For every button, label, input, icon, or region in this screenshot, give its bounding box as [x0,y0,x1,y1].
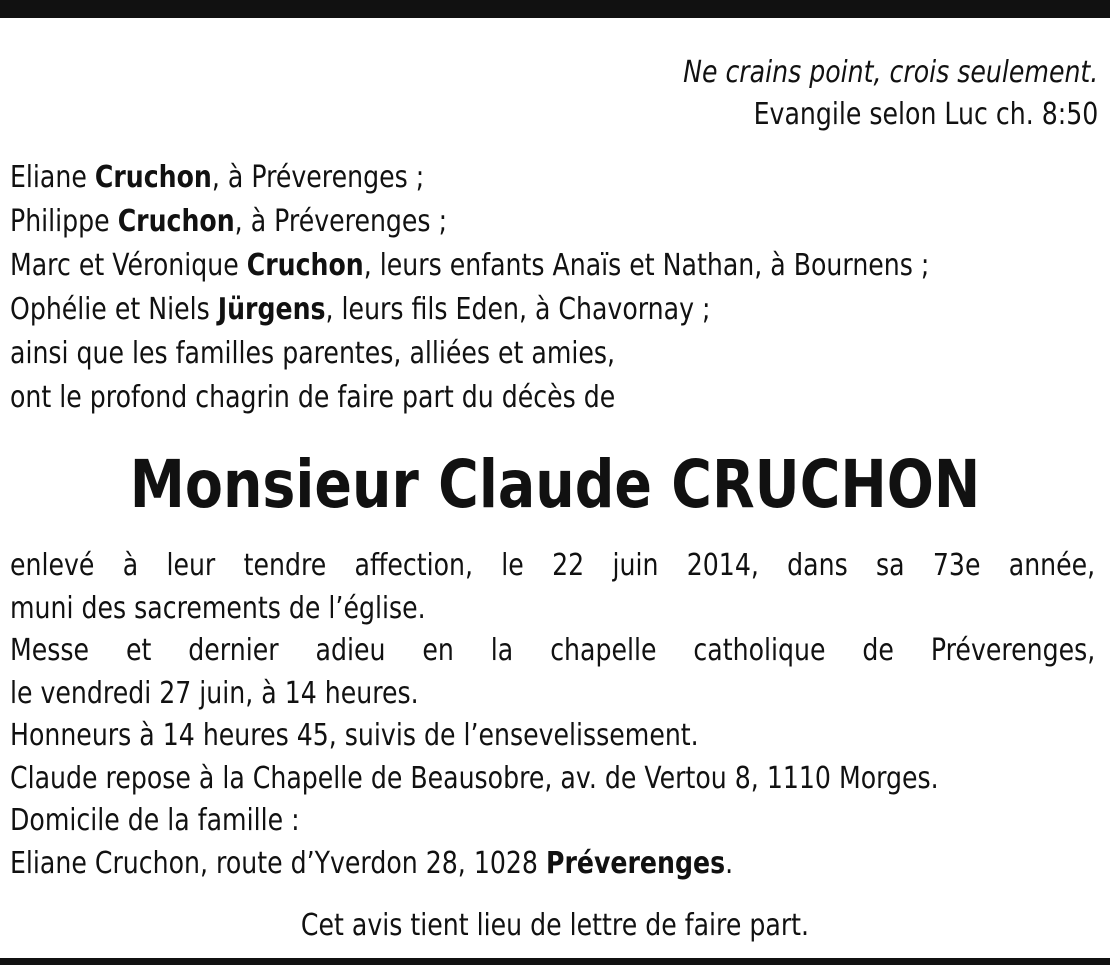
family-line-text: Ophélie et Niels [10,292,218,327]
word: de [862,633,894,668]
word: enlevé [10,548,95,583]
epigraph-quote: Ne crains point, crois seulement. [682,55,1098,90]
word: le [501,548,524,583]
closing-line: ainsi que les familles parentes, alliées et amies, [10,336,616,371]
family-line [10,156,929,200]
details-line: Claude repose à la Chapelle de Beausobre, av. de Vertou 8, 1110 Morges. [10,760,939,796]
details-line-justified [10,630,1095,673]
family-line-text: , à Préverenges ; [234,204,448,239]
closing-line: ont le profond chagrin de faire part du décès de [10,380,616,415]
details-block [10,545,1095,885]
family-surname: Jürgens [217,292,326,327]
deceased-name: Monsieur Claude CRUCHON [129,446,981,523]
word: adieu [315,633,386,668]
family-line [10,244,929,288]
family-line-text: , à Préverenges ; [211,160,425,195]
address-punct: . [725,845,734,881]
family-list [10,156,929,420]
epigraph-source: Evangile selon Luc ch. 8:50 [753,97,1098,132]
epigraph [683,52,1098,136]
family-surname: Cruchon [246,248,364,283]
word: et [125,633,152,668]
word: dernier [188,633,279,668]
bottom-rule [0,958,1110,965]
word: leur [166,548,216,583]
word: 22 [552,548,585,583]
family-surname: Cruchon [94,160,212,195]
word: tendre [243,548,327,583]
top-rule [0,0,1110,18]
word: sa [876,548,905,583]
family-line [10,200,929,244]
family-line-text: , leurs fils Eden, à Chavornay ; [325,292,711,327]
word: juin [612,548,659,583]
family-surname: Cruchon [117,204,235,239]
family-line [10,288,929,332]
details-line-justified [10,545,1095,588]
word: catholique [693,633,826,668]
word: année, [1008,548,1096,583]
details-line: le vendredi 27 juin, à 14 heures. [10,675,419,711]
word: affection, [354,548,474,583]
word: la [490,633,514,668]
footer-note: Cet avis tient lieu de lettre de faire part. [300,908,810,943]
word: dans [787,548,848,583]
family-line-text: Philippe [10,204,118,239]
word: 73e [932,548,981,583]
word: à [122,548,139,583]
family-line-text: Eliane [10,160,95,195]
family-line-text: Marc et Véronique [10,248,247,283]
word: chapelle [550,633,657,668]
details-line: Honneurs à 14 heures 45, suivis de l’ensevelissement. [10,718,699,753]
details-line: muni des sacrements de l’église. [10,590,426,626]
details-line: Domicile de la famille : [10,803,300,838]
word: 2014, [686,548,759,583]
word: Messe [10,633,90,668]
family-line-text: , leurs enfants Anaïs et Nathan, à Bournens ; [363,248,930,283]
word: Préverenges, [930,633,1096,668]
address-town: Préverenges [545,845,726,881]
details-line [10,843,1095,886]
word: en [422,633,454,668]
address-text: Eliane Cruchon, route d’Yverdon 28, 1028 [10,845,546,881]
